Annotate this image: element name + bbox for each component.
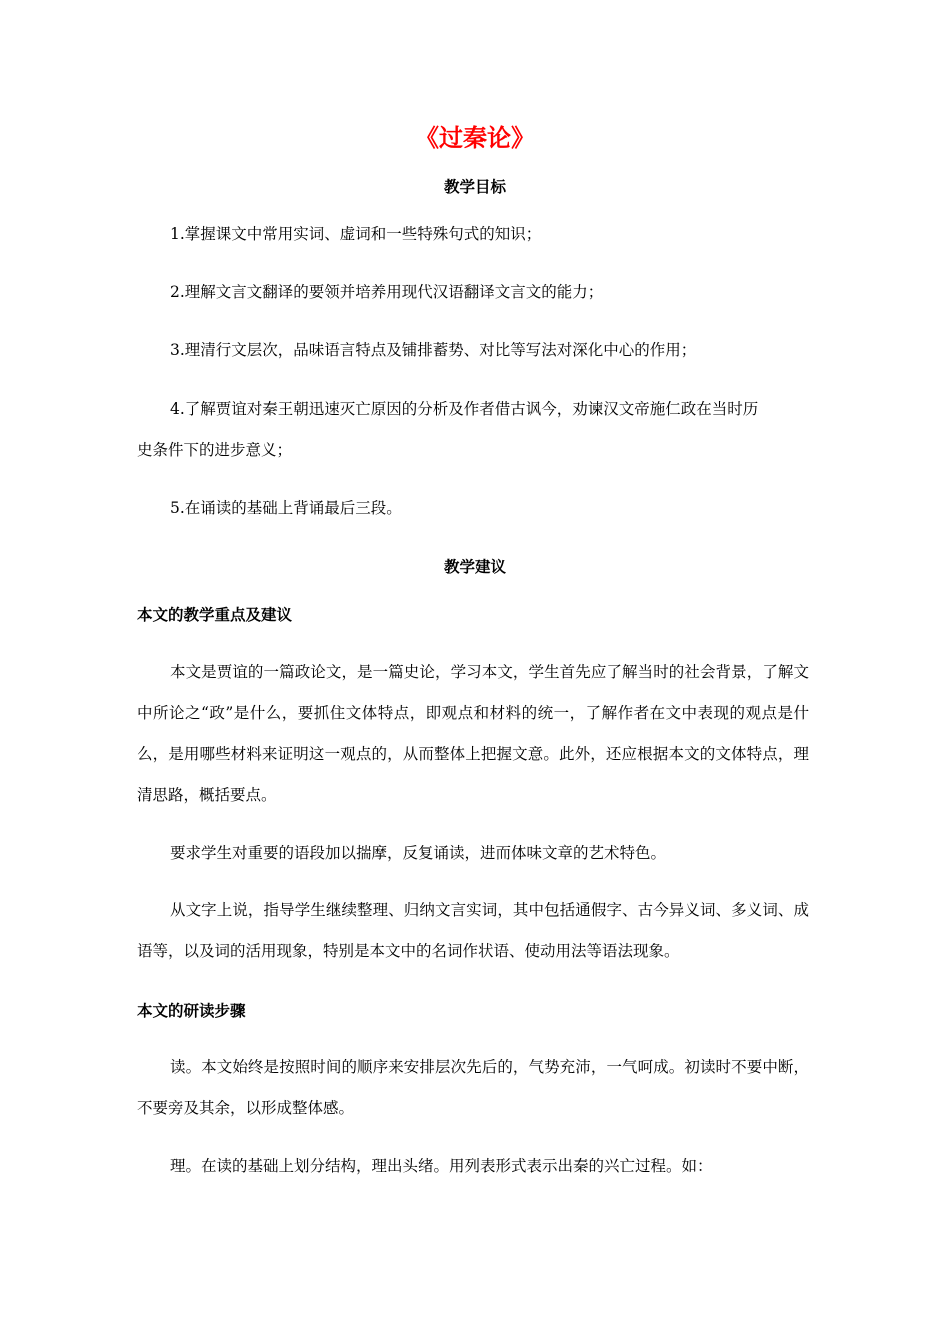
- body-paragraph: 本文是贾谊的一篇政论文，是一篇史论，学习本文，学生首先应了解当时的社会背景，了解文中所论之“政”是什么，要抓住文体特点，即观点和材料的统一，了解作者在文中表现的观点是什么，是用哪些材料来证明这一观点的，从而整体上把握文意。此外，还应根据本文的文体特点，理清思路，概括要点。: [137, 663, 809, 804]
- body-paragraph: 读。本文始终是按照时间的顺序来安排层次先后的，气势充沛，一气呵成。初读时不要中断，不要旁及其余，以形成整体感。: [137, 1058, 809, 1117]
- body-paragraph: 要求学生对重要的语段加以揣摩，反复诵读，进而体味文章的艺术特色。: [170, 844, 667, 862]
- goal-item: 3.理清行文层次，品味语言特点及铺排蓄势、对比等写法对深化中心的作用；: [170, 341, 697, 359]
- body-paragraph: 理。在读的基础上划分结构，理出头绪。用列表形式表示出秦的兴亡过程。如：: [170, 1157, 713, 1175]
- goal-item-continuation: 史条件下的进步意义；: [137, 441, 293, 459]
- goal-item: 2.理解文言文翻译的要领并培养用现代汉语翻译文言文的能力；: [170, 283, 604, 301]
- body-paragraph: 从文字上说，指导学生继续整理、归纳文言实词，其中包括通假字、古今异义词、多义词、成语等，以及词的活用现象，特别是本文中的名词作状语、使动用法等语法现象。: [137, 901, 809, 960]
- goal-item: 4.了解贾谊对秦王朝迅速灭亡原因的分析及作者借古讽今，劝谏汉文帝施仁政在当时历: [170, 400, 759, 418]
- section-heading-goals: 教学目标: [443, 178, 506, 196]
- document-title: 《过秦论》: [415, 124, 535, 152]
- goal-item: 1.掌握课文中常用实词、虚词和一些特殊句式的知识；: [170, 225, 542, 243]
- section-heading-suggestions: 教学建议: [443, 558, 506, 576]
- subheading-steps: 本文的研读步骤: [137, 1002, 246, 1020]
- goal-item: 5.在诵读的基础上背诵最后三段。: [170, 499, 402, 517]
- subheading-focus: 本文的教学重点及建议: [137, 606, 293, 624]
